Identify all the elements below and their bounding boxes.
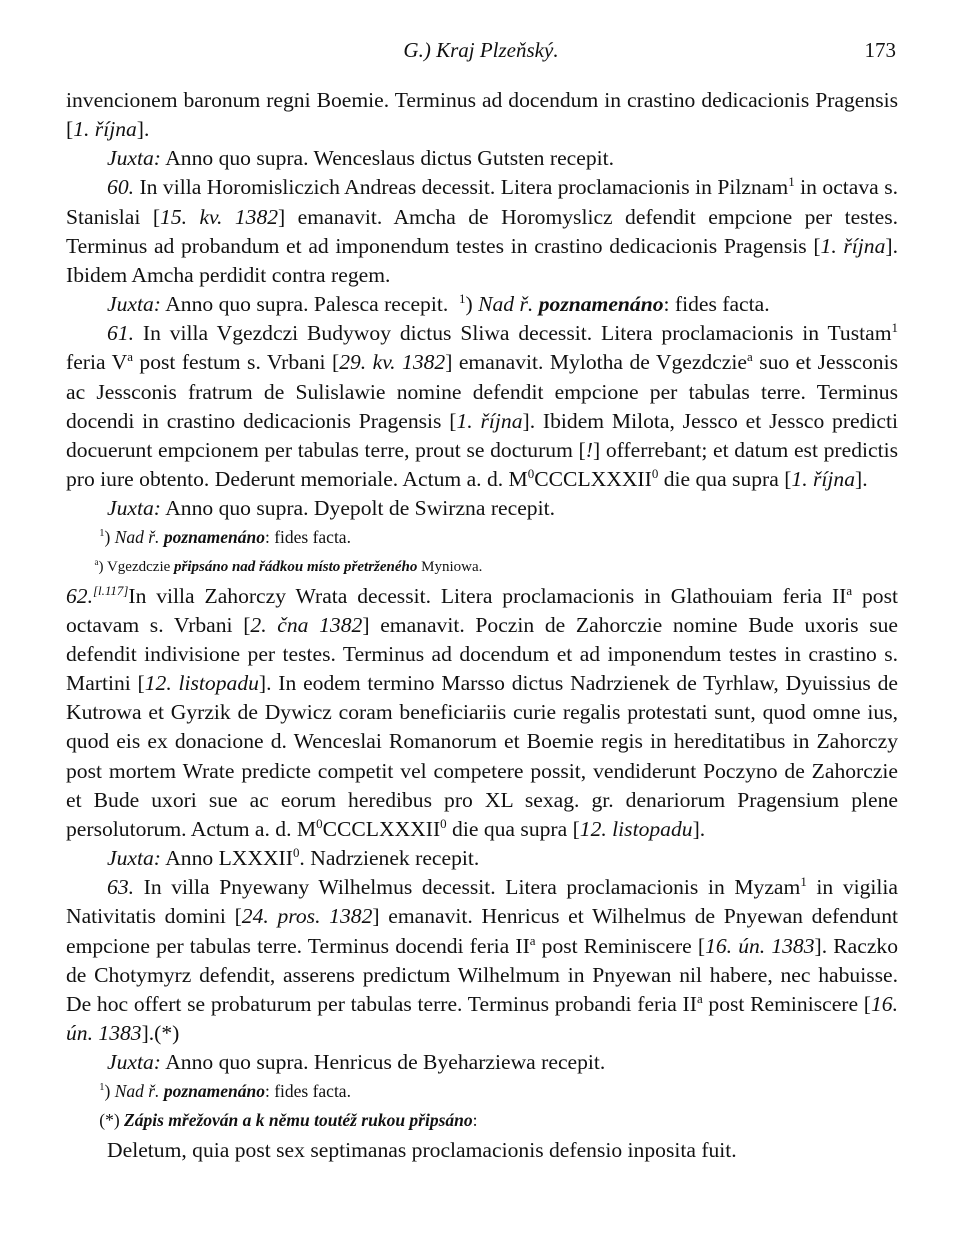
footnote: $^1$) Nad ř. poznamenáno: fides facta.: [99, 1081, 351, 1102]
juxta-line: Juxta: Anno quo supra. Dyepolt de Swirzna recepit.: [107, 496, 555, 521]
paragraph: 61. In villa Vgezdczi Budywoy dictus Sliwa decessit. Litera proclamacionis in Tustam$^1$ feria $V^a$ post festum s. Vrbani [29. kv. 1382] emanavit. Mylotha de Vgezdczie$^a$ suo et Jessconis ac Jessconis fratrum de Sulislawie nomine defendit empcione per tabulas terre. Terminus docendi in crastino dedicacionis Pragensis [1. října]. Ibidem Milota, Jessco et Jessco predicti docuerunt empcionem per tabulas terre, prout se docturum [!] offerrebant; et datum est predictis pro iure obtento. Dederunt memoriale. Actum a. d. $M^0CCCLXXXII^0$ die qua supra [1. října].: [66, 320, 899, 492]
juxta-line: Juxta: Anno quo supra. Wenceslaus dictus Gutsten recepit.: [107, 146, 615, 171]
running-title: G.) Kraj Plzeňský.: [403, 38, 559, 62]
paragraph: 63. In villa Pnyewany Wilhelmus decessit. Litera proclamacionis in Myzam$^1$ in vigilia Nativitatis domini [24. pros. 1382] emanavit. Henricus et Wilhelmus de Pnyewan defendunt empcione per tabulas terre. Terminus docendi feria $II^a$ post Reminiscere [16. ún. 1383]. Raczko de Chotymyrz defendit, asserens predictum Wilhelmum in Pnyewan nil habere, nec habuisse. De hoc offert se probaturum per tabulas terre. Terminus probandi feria $II^a$ post Reminiscere [16. ún. 1383].(*): [66, 874, 899, 1045]
page-number: 173: [864, 38, 896, 62]
footnote: (*) Zápis mřežován a k němu toutéž rukou připsáno:: [99, 1110, 478, 1131]
juxta-line: Deletum, quia post sex septimanas proclamacionis defensio inposita fuit.: [107, 1137, 737, 1162]
footnote: $^1$) Nad ř. poznamenáno: fides facta.: [99, 527, 351, 548]
page-header: [66, 38, 896, 68]
paragraph: invencionem baronum regni Boemie. Terminus ad docendum in crastino dedicacionis Pragensis [1. října].: [66, 88, 898, 142]
juxta-line: Juxta: Anno quo supra. Henricus de Byeharziewa recepit.: [107, 1050, 606, 1075]
paragraph: 60. In villa Horomisliczich Andreas decessit. Litera proclamacionis in Pilznam$^1$ in octava s. Stanislai [15. kv. 1382] emanavit. Amcha de Horomyslicz defendit empcione per testes. Terminus ad probandum et ad imponendum testes in crastino dedicacionis Pragensis [1. října]. Ibidem Amcha perdidit contra regem.: [66, 174, 899, 287]
footnote: $^a$) Vgezdczie připsáno nad řádkou místo přetrženého Myniowa.: [94, 556, 483, 575]
document-body: [66, 86, 898, 1165]
paragraph: 62.[l.117]In villa Zahorczy Wrata decessit. Litera proclamacionis in Glathouiam feria $II^a$ post octavam s. Vrbani [2. čna 1382] emanavit. Poczin de Zahorczie nomine Bude uxoris sue defendit indivisione per testes. Terminus ad docendum et ad imponendum testes in crastino s. Martini [12. listopadu]. In eodem termino Marsso dictus Nadrzienek de Tyrhlaw, Dyuissius de Kutrowa et Gyrzik de Dywicz coram beneficiariis curie regalis protestati sunt, quod omne ius, quod eis ex donacione d. Wenceslai Romanorum et Boemie regis in hereditatibus in Zahorczy post mortem Wrate predicte competit vel competere possit, vendiderunt Poczyno de Zahorczie et Bude uxori sue ac eorum heredibus pro XL sexag. gr. denariorum Pragensium plene persolutorum. Actum a. d. $M^0CCCLXXXII^0$ die qua supra [12. listopadu].: [66, 582, 898, 841]
juxta-line: Juxta: Anno quo supra. Palesca recepit. $^1$) Nad ř. poznamenáno: fides facta.: [107, 290, 770, 317]
juxta-line: Juxta: Anno LXXXII$^0$. Nadrzienek recepit.: [107, 844, 480, 871]
